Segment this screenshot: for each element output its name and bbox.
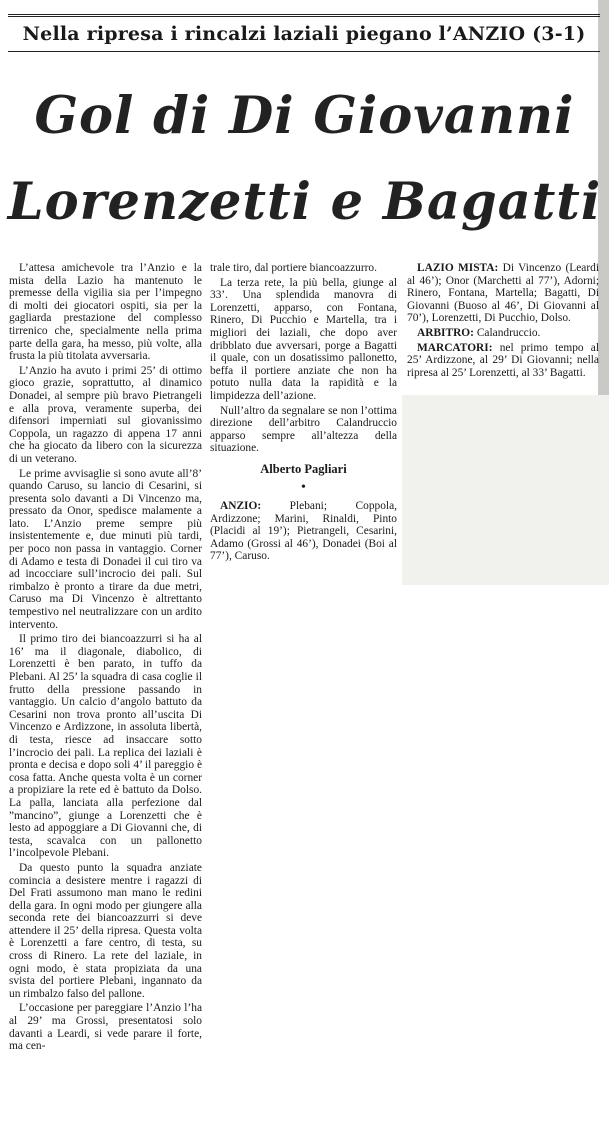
scan-edge-lower-right: [402, 395, 609, 585]
headline-line-1: Gol di Di Giovanni: [34, 86, 575, 146]
scorers-label: MARCATORI:: [417, 341, 493, 354]
paragraph: Le prime avvisaglie si sono avute all’8’ quando Caruso, su lancio di Cesarini, si presenta solo davanti a Di Vincenzo ma, pressato da Onor, spedisce malamente a lato. L’Anzio preme sempre più insistentemente e, due minuti più tardi, per poco non passa in vantaggio. Corner di Adamo e testa di Donadei il cui tiro va ad incocciare sull’incrocio dei pali. Sul rimbalzo è pronto a tirare da due metri, Caruso ma Di Vincenzo è altrettanto tempestivo nel neutralizzare con un ardito intervento.: [9, 467, 202, 631]
headline-line-2: Lorenzetti e Bagatti: [7, 172, 602, 232]
lineup-label: ANZIO:: [220, 500, 262, 513]
article-column-2: [210, 262, 397, 565]
lineup-anzio: [210, 500, 397, 563]
referee-text: Calandruccio.: [476, 326, 541, 339]
lineup-text: Plebani; Coppola, Ardizzone; Marini, Rinaldi, Pinto (Placidi al 19’); Pietrangeli, Cesarini, Adamo (Grossi al 46’), Donadei (Boi al 77’), Caruso.: [210, 500, 397, 563]
paragraph: L’occasione per pareggiare l’Anzio l’ha al 29’ ma Grossi, presentatosi solo davanti a Leardi, si vede parare il forte, ma cen-: [9, 1002, 202, 1053]
lineup-lazio: [407, 262, 599, 325]
paragraph: Da questo punto la squadra anziate comincia a desistere mentre i ragazzi di Del Frati assumono man mano le redini della gara. In ogni modo per giungere alla seconda rete dei biancoazzurri si deve attendere il 25’ della ripresa. Questa volta è Lorenzetti a fare centro, di testa, su cross di Rinero. La rete del laziale, in ogni modo, è stata propiziata da una svista del portiere Plebani, ingannato da un rimbalzo falso del pallone.: [9, 861, 202, 1000]
referee-line: [407, 327, 599, 340]
kicker-headline: Nella ripresa i rincalzi laziali piegano l’ANZIO (3-1): [8, 14, 600, 52]
scorers-line: [407, 342, 599, 380]
separator-dot: •: [301, 479, 306, 495]
paragraph: L’attesa amichevole tra l’Anzio e la mista della Lazio ha mantenuto le premesse della vigilia sia per l’impegno di molti dei giocatori ospiti, sia per la gagliarda prestazione del complesso tirrenico che, specialmente nella prima parte della gara, ha messo, più volte, alla frusta la più titolata avversaria.: [9, 262, 202, 363]
article-column-1: [9, 262, 202, 1055]
paragraph: L’Anzio ha avuto i primi 25’ di ottimo gioco grazie, soprattutto, al dinamico Donadei, al sempre più bravo Pietrangeli e alla prova, veramente superba, dei difensori imperniati sul giovanissimo Coppola, un ragazzo di appena 17 anni che ha giocato da libero con la sicurezza di un veterano.: [9, 364, 202, 465]
article-column-3: [407, 262, 599, 381]
paragraph: trale tiro, dal portiere biancoazzurro.: [210, 262, 377, 274]
paragraph: Null’altro da segnalare se non l’ottima direzione dell’arbitro Calandruccio apparso sempre all’altezza della situazione.: [210, 404, 397, 455]
paragraph: Il primo tiro dei biancoazzurri si ha al 16’ ma il diagonale, diabolico, di Lorenzetti è ben parato, in tuffo da Plebani. Al 25’ la squadra di casa coglie il frutto della pressione passando in vantaggio. Un calcio d’angolo battuto da Cesarini non trova pronto all’uscita Di Vincenzo e Ardizzone, in assoluta libertà, di testa, riesce ad insaccare sotto l’incrocio dei pali. La replica dei laziali è pronta e decisa e dopo soli 4’ il pareggio è cosa fatta. Anche questa volta è un corner a propiziare la rete ed è battuto da Dolso. La palla, lanciata alla perfezione dal ”mancino”, giunge a Lorenzetti che è lesto ad appoggiare a Di Giovanni che, di testa, scavalca con un pallonetto l’incolpevole Plebani.: [9, 633, 202, 860]
author-signature: Alberto Pagliari: [260, 461, 347, 476]
scorers-text: nel primo tempo al 25’ Ardizzone, al 29’ Di Giovanni; nella ripresa al 25’ Lorenzetti, al 33’ Bagatti.: [407, 341, 599, 379]
paragraph: La terza rete, la più bella, giunge al 33’. Una splendida manovra di Lorenzetti, apparso, con Fontana, Rinero, Di Pucchio e Martella, tra i migliori dei laziali, che dopo aver dribblato due avversari, porge a Bagatti il quale, con un dosatissimo pallonetto, beffa il portiere anziate che non ha potuto nulla data la rapidità e la limpidezza dell’azione.: [210, 276, 397, 402]
lineup-text: Di Vincenzo (Leardi al 46’); Onor (Marchetti al 77’), Adorni; Rinero, Fontana, Martella; Bagatti, Di Giovanni (Buoso al 46’, Di Giovanni al 70’), Lorenzetti, Di Pucchio, Dolso.: [407, 262, 599, 325]
lineup-label: LAZIO MISTA:: [417, 262, 499, 274]
referee-label: ARBITRO:: [417, 326, 474, 339]
